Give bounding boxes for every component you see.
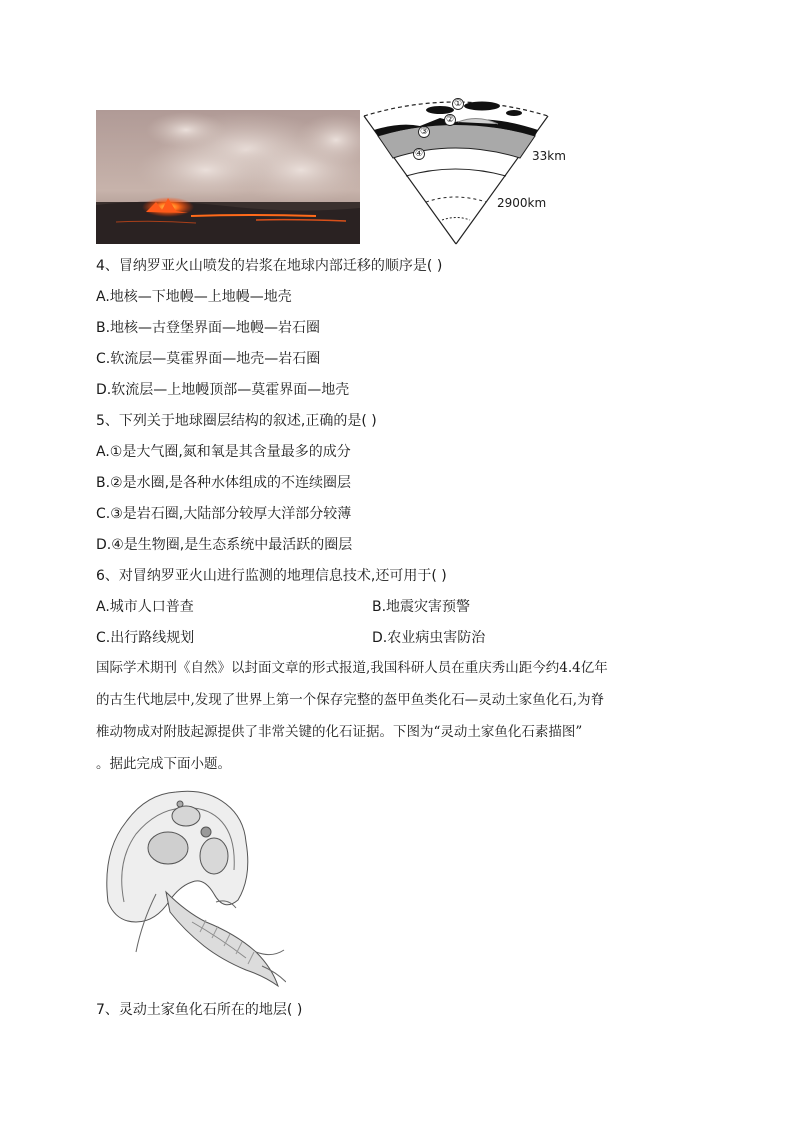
q4-option-d: D.软流层—上地幔顶部—莫霍界面—地壳 <box>96 382 350 398</box>
passage-line-2: 的古生代地层中,发现了世界上第一个保存完整的盔甲鱼类化石—灵动土家鱼化石,为脊 <box>96 692 605 708</box>
q6-option-a: A.城市人口普查 <box>96 599 194 615</box>
cloud-shape <box>506 110 522 116</box>
label-3-text: ③ <box>419 127 429 137</box>
q6-option-b: B.地震灾害预警 <box>372 599 471 615</box>
cloud-shape <box>464 102 500 111</box>
q6-option-d: D.农业病虫害防治 <box>372 630 486 646</box>
q5-option-b: B.②是水圈,是各种水体组成的不连续圈层 <box>96 475 352 491</box>
depth-label-2900km: 2900km <box>497 196 547 210</box>
earth-structure-diagram <box>360 92 560 250</box>
question-6-stem: 6、对冒纳罗亚火山进行监测的地理信息技术,还可用于( ) <box>96 568 447 584</box>
label-4-text: ④ <box>414 149 424 159</box>
q4-option-b: B.地核—古登堡界面—地幔—岩石圈 <box>96 320 321 336</box>
label-1-text: ① <box>453 99 463 109</box>
q6-option-c: C.出行路线规划 <box>96 630 195 646</box>
q5-option-d: D.④是生物圈,是生态系统中最活跃的圈层 <box>96 537 353 553</box>
q5-option-a: A.①是大气圈,氮和氧是其含量最多的成分 <box>96 444 351 460</box>
question-4-stem: 4、冒纳罗亚火山喷发的岩浆在地球内部迁移的顺序是( ) <box>96 258 443 274</box>
q5-option-c: C.③是岩石圈,大陆部分较厚大洋部分较薄 <box>96 506 352 522</box>
fossil-sketch-image <box>96 782 286 992</box>
question-7-stem: 7、灵动土家鱼化石所在的地层( ) <box>96 1002 303 1018</box>
q4-option-c: C.软流层—莫霍界面—地壳—岩石圈 <box>96 351 321 367</box>
depth-label-33km: 33km <box>532 149 566 163</box>
volcano-photo <box>96 110 360 244</box>
passage-line-3: 椎动物成对附肢起源提供了非常关键的化石证据。下图为“灵动土家鱼化石素描图” <box>96 724 583 740</box>
passage-line-1: 国际学术期刊《自然》以封面文章的形式报道,我国科研人员在重庆秀山距今约4.4亿年 <box>96 660 608 676</box>
label-2-text: ② <box>445 115 455 125</box>
passage-line-4: 。据此完成下面小题。 <box>96 756 231 772</box>
question-5-stem: 5、下列关于地球圈层结构的叙述,正确的是( ) <box>96 413 377 429</box>
q4-option-a: A.地核—下地幔—上地幔—地壳 <box>96 289 292 305</box>
